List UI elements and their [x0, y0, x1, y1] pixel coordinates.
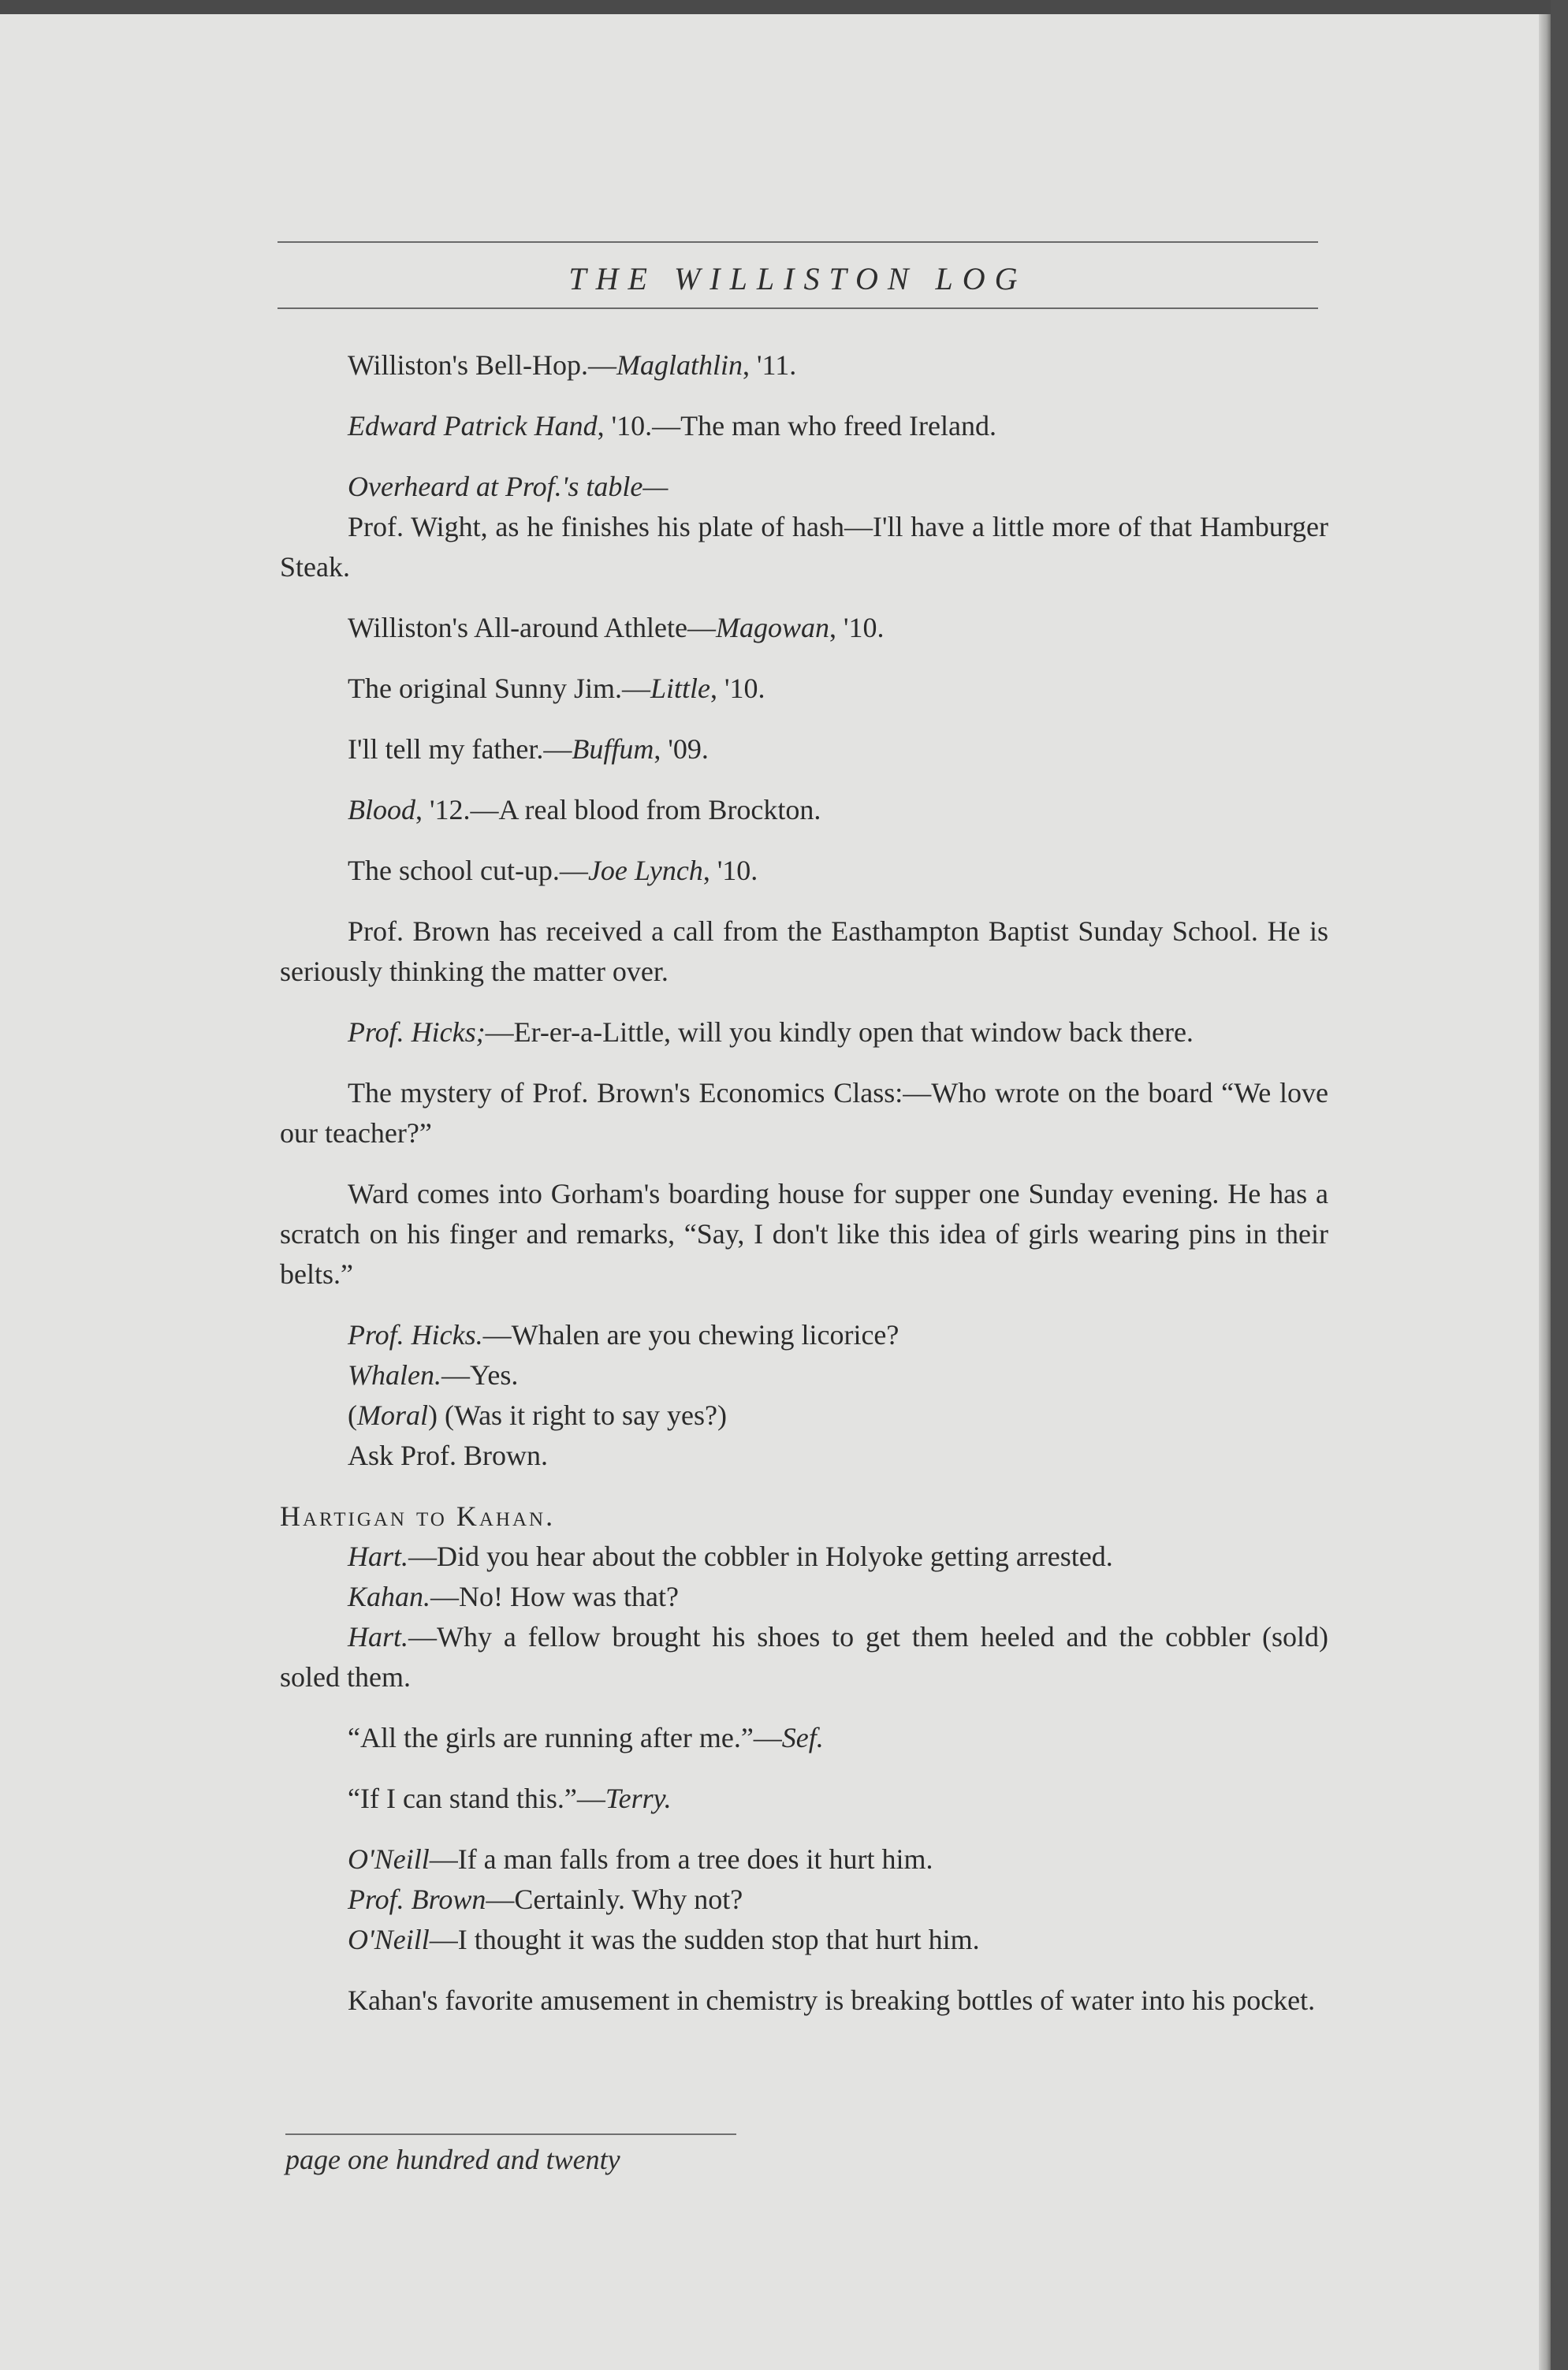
- document-page: [0, 14, 1539, 2370]
- entry-terry: “If I can stand this.”—Terry.: [348, 1783, 672, 1814]
- page-edge-shadow: [1539, 14, 1551, 2370]
- entry-brown-answer: Prof. Brown—Certainly. Why not?: [348, 1884, 743, 1915]
- page-footer: [285, 2133, 736, 2176]
- entry-ward: Ward comes into Gorham's boarding house for supper one Sunday evening. He has a scratch on his finger and remarks, “Say, I don't like this idea of girls wearing pins in their belts.”: [280, 1178, 1328, 1290]
- section-heading-hartigan: Hartigan to Kahan.: [280, 1500, 556, 1532]
- entry-overheard: Overheard at Prof.'s table—: [348, 471, 669, 502]
- entry-oneill-question: O'Neill—If a man falls from a tree does it hurt him.: [348, 1843, 933, 1875]
- header-title: THE WILLISTON LOG: [568, 261, 1027, 296]
- page-number-label: page one hundred and twenty: [285, 2144, 620, 2175]
- entry-hart-cobbler: Hart.—Did you hear about the cobbler in Holyoke getting arrested.: [348, 1541, 1113, 1572]
- entry-blood: Blood, '12.—A real blood from Brockton.: [348, 794, 821, 825]
- entry-athlete: Williston's All-around Athlete—Magowan, '10.: [348, 612, 885, 643]
- entry-prof-brown-call: Prof. Brown has received a call from the Easthampton Baptist Sunday School. He is seriously thinking the matter over.: [280, 915, 1328, 987]
- entry-hart-punchline: Hart.—Why a fellow brought his shoes to get them heeled and the cobbler (sold) soled them.: [280, 1621, 1328, 1693]
- entry-tell-father: I'll tell my father.—Buffum, '09.: [348, 733, 709, 765]
- entry-ask-brown: Ask Prof. Brown.: [348, 1440, 549, 1471]
- entry-whalen-reply: Whalen.—Yes.: [348, 1359, 519, 1391]
- entry-prof-hicks-window: Prof. Hicks;—Er-er-a-Little, will you kindly open that window back there.: [348, 1016, 1194, 1048]
- entry-kahan-chemistry: Kahan's favorite amusement in chemistry is breaking bottles of water into his pocket.: [348, 1984, 1316, 2016]
- scan-border-right: [1551, 0, 1568, 2370]
- entry-sunny-jim: The original Sunny Jim.—Little, '10.: [348, 673, 765, 704]
- entry-edward-hand: Edward Patrick Hand, '10.—The man who freed Ireland.: [348, 410, 996, 442]
- entry-oneill-punchline: O'Neill—I thought it was the sudden stop that hurt him.: [348, 1924, 980, 1955]
- scan-border-top: [0, 0, 1568, 14]
- entry-moral: (Moral) (Was it right to say yes?): [348, 1399, 728, 1431]
- entry-economics-mystery: The mystery of Prof. Brown's Economics Class:—Who wrote on the board “We love our teacher?”: [280, 1077, 1328, 1149]
- page-content: [280, 345, 1328, 2021]
- entry-sef: “All the girls are running after me.”—Sef.: [348, 1722, 824, 1753]
- entry-hicks-whalen: Prof. Hicks.—Whalen are you chewing licorice?: [348, 1319, 899, 1351]
- entry-kahan-reply: Kahan.—No! How was that?: [348, 1581, 679, 1612]
- entry-bell-hop: Williston's Bell-Hop.—Maglathlin, '11.: [348, 349, 797, 381]
- entry-cut-up: The school cut-up.—Joe Lynch, '10.: [348, 855, 758, 886]
- running-header: [277, 241, 1318, 309]
- entry-prof-wight: Prof. Wight, as he finishes his plate of hash—I'll have a little more of that Hamburger Steak.: [280, 511, 1328, 583]
